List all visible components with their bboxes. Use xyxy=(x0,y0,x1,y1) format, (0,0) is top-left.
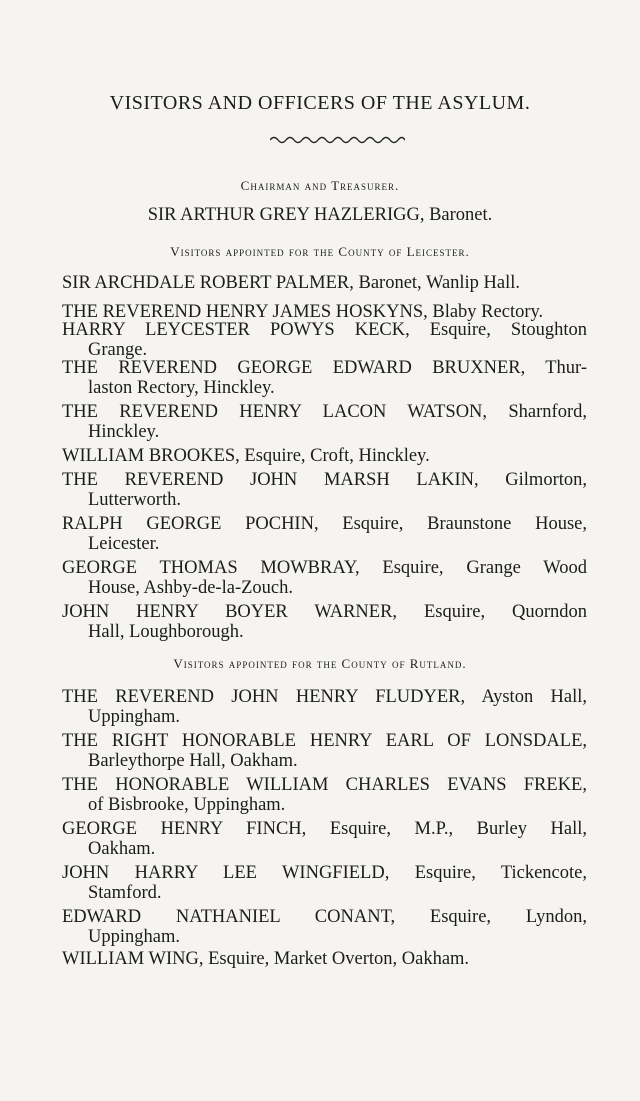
visitor-entry xyxy=(62,819,587,859)
visitor-entry-line: SIR ARCHDALE ROBERT PALMER, Baronet, Wanlip Hall. xyxy=(62,273,521,293)
visitor-entry xyxy=(62,863,587,903)
visitor-entry-continuation: Grange. xyxy=(88,340,148,360)
ornamental-rule xyxy=(270,133,405,147)
visitor-entry-continuation: Barleythorpe Hall, Oakham. xyxy=(88,751,298,771)
visitor-entry xyxy=(62,558,587,598)
visitor-entry-continuation: Hinckley. xyxy=(88,422,160,442)
leicester-heading: Visitors appointed for the County of Leicester. xyxy=(170,244,470,259)
visitor-entry-continuation: Lutterworth. xyxy=(88,490,181,510)
page-title: VISITORS AND OFFICERS OF THE ASYLUM. xyxy=(109,92,531,114)
visitor-entry-line: THE REVEREND JOHN HENRY FLUDYER, Ayston Hall, xyxy=(62,687,587,707)
visitor-entry-line: WILLIAM WING, Esquire, Market Overton, Oakham. xyxy=(62,949,470,969)
visitor-entry-line: JOHN HENRY BOYER WARNER, Esquire, Quorndon xyxy=(62,602,587,622)
visitor-entry-line: HARRY LEYCESTER POWYS KECK, Esquire, Stoughton xyxy=(62,320,587,340)
visitor-entry-continuation: Uppingham. xyxy=(88,707,180,727)
visitor-entry xyxy=(62,302,587,322)
visitor-entry xyxy=(62,320,587,360)
visitor-entry-line: THE REVEREND HENRY JAMES HOSKYNS, Blaby Rectory. xyxy=(62,302,544,322)
visitor-entry-continuation: Oakham. xyxy=(88,839,156,859)
visitor-entry-continuation: Uppingham. xyxy=(88,927,180,947)
visitor-entry-line: JOHN HARRY LEE WINGFIELD, Esquire, Tickencote, xyxy=(62,863,587,883)
visitor-entry-line: THE REVEREND HENRY LACON WATSON, Sharnford, xyxy=(62,402,587,422)
visitor-entry-continuation: Hall, Loughborough. xyxy=(88,622,244,642)
visitor-entry-line: THE REVEREND JOHN MARSH LAKIN, Gilmorton, xyxy=(62,470,587,490)
visitor-entry xyxy=(62,731,587,771)
chairman-name: SIR ARTHUR GREY HAZLERIGG, Baronet. xyxy=(147,205,493,225)
visitor-entry-line: THE REVEREND GEORGE EDWARD BRUXNER, Thur- xyxy=(62,358,587,378)
visitor-entry xyxy=(62,775,587,815)
visitor-entry-line: EDWARD NATHANIEL CONANT, Esquire, Lyndon, xyxy=(62,907,587,927)
visitor-entry-line: WILLIAM BROOKES, Esquire, Croft, Hinckley. xyxy=(62,446,430,466)
visitor-entry xyxy=(62,514,587,554)
visitor-entry-continuation: laston Rectory, Hinckley. xyxy=(88,378,275,398)
visitor-entry xyxy=(62,949,587,969)
visitor-entry xyxy=(62,402,587,442)
visitor-entry xyxy=(62,907,587,947)
visitor-entry xyxy=(62,687,587,727)
visitor-entry-line: GEORGE THOMAS MOWBRAY, Esquire, Grange Wood xyxy=(62,558,587,578)
visitor-entry-continuation: House, Ashby-de-la-Zouch. xyxy=(88,578,293,598)
visitor-entry xyxy=(62,602,587,642)
visitor-entry-continuation: Stamford. xyxy=(88,883,162,903)
visitor-entry-line: THE RIGHT HONORABLE HENRY EARL OF LONSDALE, xyxy=(62,731,587,751)
visitor-entry xyxy=(62,446,587,466)
visitor-entry xyxy=(62,470,587,510)
visitor-entry-continuation: of Bisbrooke, Uppingham. xyxy=(88,795,286,815)
visitor-entry-line: RALPH GEORGE POCHIN, Esquire, Braunstone House, xyxy=(62,514,587,534)
visitor-entry-line: GEORGE HENRY FINCH, Esquire, M.P., Burley Hall, xyxy=(62,819,587,839)
rutland-heading: Visitors appointed for the County of Rutland. xyxy=(173,656,467,671)
chairman-heading: Chairman and Treasurer. xyxy=(240,178,400,193)
visitor-entry xyxy=(62,358,587,398)
visitor-entry-continuation: Leicester. xyxy=(88,534,160,554)
visitor-entry-line: THE HONORABLE WILLIAM CHARLES EVANS FREKE, xyxy=(62,775,587,795)
visitor-entry xyxy=(62,273,587,293)
